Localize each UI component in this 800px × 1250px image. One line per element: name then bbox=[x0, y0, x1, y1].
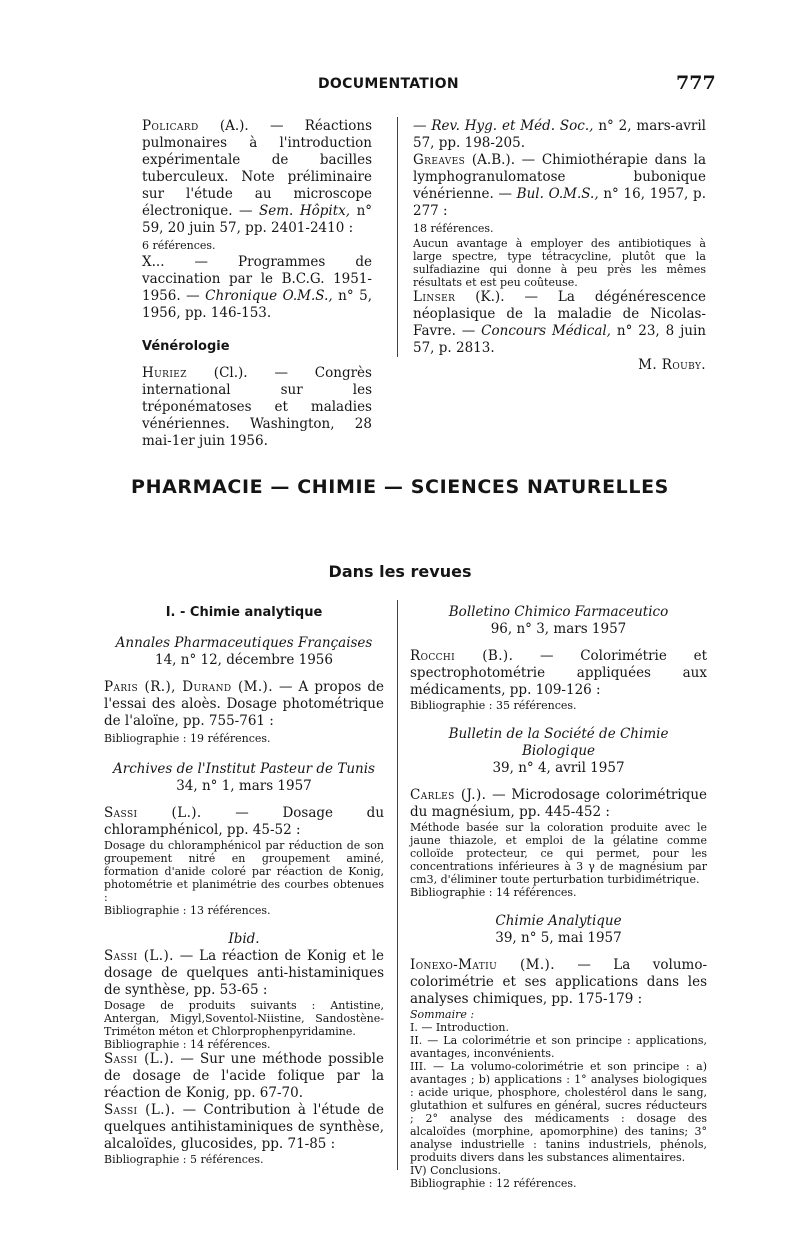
page-number: 777 bbox=[676, 72, 716, 94]
journal-volume: 96, n° 3, mars 1957 bbox=[490, 621, 627, 637]
top-right-column bbox=[413, 118, 706, 374]
entry-sassi-4: Sassi (L.). — Contribution à l'étude de quelques antihistaminiques de synthèse, alcaloïdes, glucosides, pp. 71-85 : Bibliographie : 5 références. bbox=[104, 1102, 384, 1166]
journal-title: Archives de l'Institut Pasteur de Tunis bbox=[113, 761, 375, 777]
entry-continued: — Rev. Hyg. et Méd. Soc., n° 2, mars-avril 57, pp. 198-205. bbox=[413, 118, 706, 151]
journal-volume: 39, n° 4, avril 1957 bbox=[492, 760, 625, 776]
summary-item: IV) Conclusions. bbox=[410, 1164, 501, 1177]
entry-policard: Policard (A.). — Réactions pulmonaires à l'introduction expérimentale de bacilles tuberculeux. Note préliminaire sur l'étude au microscope électronique. — Sem. Hôpitx, n° 59, 20 juin 57, pp. 2401-2410 : 6 références. bbox=[142, 118, 373, 252]
summary-item: II. — La colorimétrie et son principe : applications, avantages, inconvénients. bbox=[410, 1034, 707, 1060]
page-header-title: DOCUMENTATION bbox=[318, 76, 459, 92]
column-divider bbox=[397, 117, 398, 357]
entry-rocchi: Rocchi (B.). — Colorimétrie et spectrophotométrie appliquées aux médicaments, pp. 109-126 : Bibliographie : 35 références. bbox=[410, 648, 707, 712]
summary-item: I. — Introduction. bbox=[410, 1021, 509, 1034]
journal-volume: 14, n° 12, décembre 1956 bbox=[155, 652, 333, 668]
signature: M. Rouby. bbox=[638, 357, 706, 373]
journal-volume: 39, n° 5, mai 1957 bbox=[495, 930, 622, 946]
references: 6 références. bbox=[142, 239, 216, 252]
journal-title: Bulletin de la Société de Chimie Biologique bbox=[448, 726, 669, 759]
author: Policard bbox=[142, 118, 199, 134]
entry-ionexo-matiu: Ionexo-Matiu (M.). — La volumo-colorimétrie et ses applications dans les analyses chimiques, pp. 175-179 : Sommaire : I. — Introduction. II. — La colorimétrie et son principe : applications, avantages, inconvénients. III. — La volumo-colorimétrie et son principe : a) avantages ; b) applications : 1° analyses biologiques : acide urique, phosphore, cholestérol dans le sang, glutathion et sulfures en général, sucres réducteurs ; 2° analyse des médicaments : dosage des alcaloïdes (morphine, apomorphine) des tanins; 3° analyse industrielle : tanins industriels, phénols, produits divers dans les substances alimentaires. IV) Conclusions. Bibliographie : 12 références. bbox=[410, 957, 708, 1190]
section-heading: Vénérologie bbox=[142, 339, 230, 354]
entry-greaves: Greaves (A.B.). — Chimiothérapie dans la lymphogranulomatose bubonique vénérienne. — Bul. O.M.S., n° 16, 1957, p. 277 : 18 références. Aucun avantage à employer des antibiotiques à large spectre, type tétracycline, plutôt que la sulfadiazine qui donne à peu près les mêmes résultats et est peu coûteuse. bbox=[413, 152, 707, 289]
bottom-right-column bbox=[410, 604, 707, 1190]
entry-carles: Carles (J.). — Microdosage colorimétrique du magnésium, pp. 445-452 : Méthode basée sur la coloration produite avec le jaune thiazole, et emploi de la gélatine comme colloïde protecteur, ce qui permet, pour les concentrations inférieures à 3 γ de magnésium par cm3, d'éliminer toute perturbation turbidimétrique. Bibliographie : 14 références. bbox=[410, 787, 708, 899]
subsection-banner: Dans les revues bbox=[328, 562, 472, 581]
section-heading: I. - Chimie analytique bbox=[165, 605, 323, 620]
entry-sassi-3: Sassi (L.). — Sur une méthode possible de dosage de l'acide folique par la réaction de Konig, pp. 67-70. bbox=[104, 1051, 384, 1101]
ibid-heading: Ibid. bbox=[228, 931, 260, 947]
journal-volume: 34, n° 1, mars 1957 bbox=[176, 778, 312, 794]
bottom-left-column bbox=[104, 604, 384, 1166]
entry-x: X... — Programmes de vaccination par le B.C.G. 1951-1956. — Chronique O.M.S., n° 5, 1956, pp. 146-153. bbox=[142, 254, 372, 321]
top-left-column bbox=[142, 118, 372, 450]
entry-linser: Linser (K.). — La dégénérescence néoplasique de la maladie de Nicolas-Favre. — Concours Médical, n° 23, 8 juin 57, p. 2813. bbox=[413, 289, 706, 356]
entry-paris: Paris (R.), Durand (M.). — A propos de l'essai des aloès. Dosage photométrique de l'aloïne, pp. 755-761 : Bibliographie : 19 références. bbox=[104, 679, 384, 745]
journal-title: Bolletino Chimico Farmaceutico bbox=[448, 604, 669, 620]
entry-huriez: Huriez (Cl.). — Congrès international sur les tréponématoses et maladies vénériennes. Washington, 28 mai-1er juin 1956. bbox=[142, 365, 372, 449]
section-banner: PHARMACIE — CHIMIE — SCIENCES NATURELLES bbox=[131, 476, 669, 498]
journal-title: Annales Pharmaceutiques Françaises bbox=[115, 635, 373, 651]
journal-title: Chimie Analytique bbox=[495, 913, 622, 929]
entry-sassi-1: Sassi (L.). — Dosage du chloramphénicol, pp. 45-52 : Dosage du chloramphénicol par réduction de son groupement nitré en groupement aminé, formation d'anide coloré par réaction de Konig, photométrie et planimétrie des courbes obtenues : Bibliographie : 13 références. bbox=[104, 805, 385, 917]
entry-sassi-2: Sassi (L.). — La réaction de Konig et le dosage de quelques anti-histaminiques de synthèse, pp. 53-65 : Dosage de produits suivants : Antistine, Antergan, Migyl,Soventol-Niistine, Sandostène-Triméton méton et Chlorprophenpyridamine. Bibliographie : 14 références. bbox=[104, 948, 384, 1051]
summary-item: III. — La volumo-colorimétrie et son principe : a) avantages ; b) applications : 1° analyses biologiques : acide urique, phosphore, cholestérol dans le sang, glutathion et sulfures en général, sucres réducteurs ; 2° analyse des médicaments : dosage des alcaloïdes (morphine, apomorphine) des tanins; 3° analyse industrielle : tanins industriels, phénols, produits divers dans les substances alimentaires. bbox=[410, 1060, 707, 1164]
column-divider bbox=[397, 600, 398, 1170]
abstract: Aucun avantage à employer des antibiotiques à large spectre, type tétracycline, plutôt que la sulfadiazine qui donne à peu près les mêmes résultats et est peu coûteuse. bbox=[413, 237, 706, 289]
